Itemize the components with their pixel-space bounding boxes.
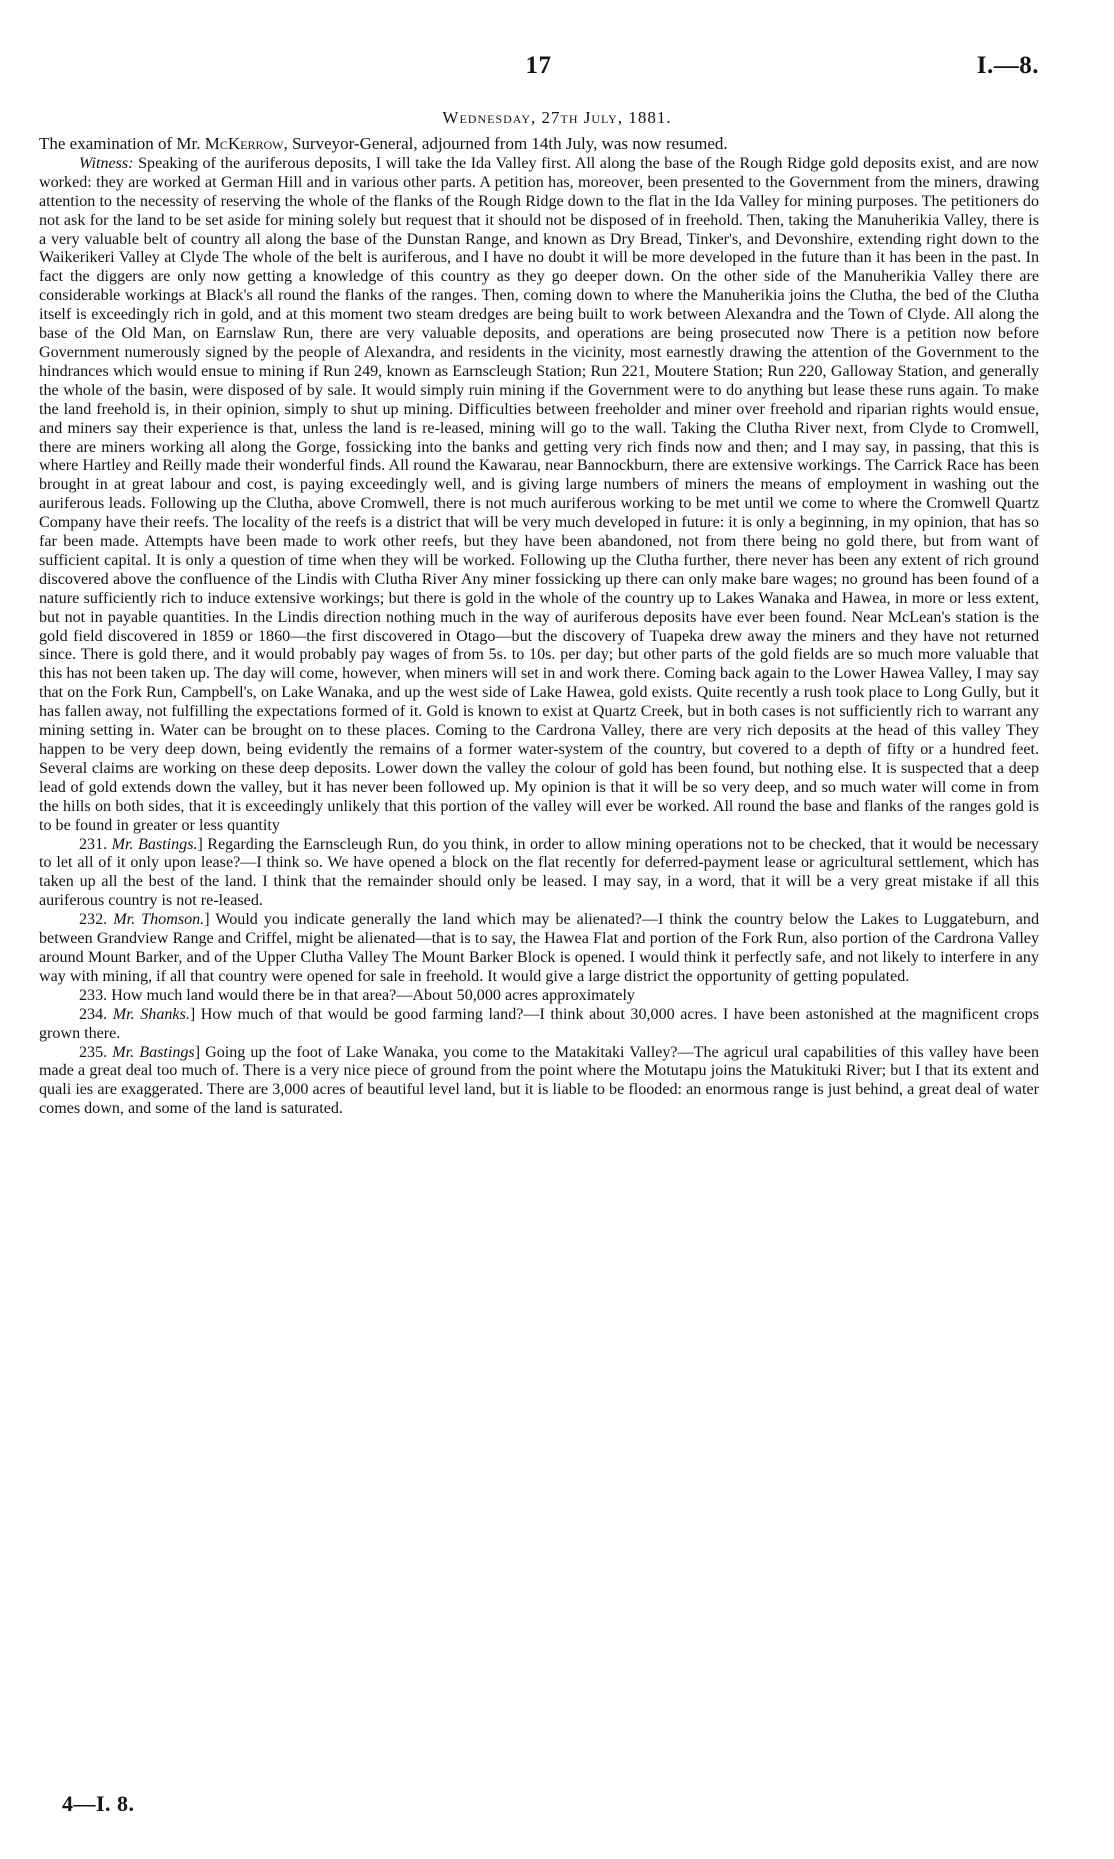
question-number: 231.: [79, 835, 108, 853]
question-231: [39, 836, 1039, 912]
question-text: ] Going up the foot of Lake Wanaka, you come to the Matakitaki Valley?—The agricul ural capabilities of this valley have been made a great deal too much of. There is a very nice piece of ground from the point where the Motutapu joins the Matukituki River; but I that its extent and quali ies are exaggerated. There are 3,000 acres of beautiful level land, but it is liable to be flooded: an enormous range is just behind, a great deal of water comes down, and some of the land is saturated.: [39, 1043, 1039, 1118]
question-233: [39, 987, 1039, 1006]
preamble-before: The examination of Mr.: [39, 134, 205, 153]
question-number: 235.: [79, 1043, 108, 1061]
paper-reference: I.—8.: [976, 52, 1039, 79]
witness-statement-text: Speaking of the auriferous deposits, I will take the Ida Valley first. All along the base of the Rough Ridge gold deposits exist, and are now worked: they are worked at German Hill and in various other parts. A petition has, moreover, been presented to the Government from the miners, drawing attention to the necessity of reserving the whole of the flanks of the Rough Ridge down to the flat in the Ida Valley for mining purposes. The petitioners do not ask for the land to be set aside for mining solely but request that it should not be disposed of in freehold. Then, taking the Manuherikia Valley, there is a very valuable belt of country all along the base of the Dunstan Range, and known as Dry Bread, Tinker's, and Devonshire, extending right down to the Waikerikeri Valley at Clyde The whole of the belt is auriferous, and I have no doubt it will be more developed in the future than it has been in the past. In fact the diggers are only now getting a knowledge of this country as they go deeper down. On the other side of the Manuherikia Valley there are considerable workings at Black's all round the flanks of the ranges. Then, coming down to where the Manuherikia joins the Clutha, the bed of the Clutha itself is exceedingly rich in gold, and at this moment two steam dredges are being built to work between Alexandra and the Town of Clyde. All along the base of the Old Man, on Earnslaw Run, there are very valuable deposits, and operations are being prosecuted now There is a petition now before Government numerously signed by the people of Alexandra, and residents in the vicinity, most earnestly drawing the attention of the Government to the hindrances which would ensue to mining if Run 249, known as Earnscleugh Station; Run 221, Moutere Station; Run 220, Galloway Station, and generally the whole of the basin, were disposed of by sale. It would simply ruin mining if the Government were to do anything but lease these runs again. To make the land freehold is, in their opinion, simply to shut up mining. Difficulties between freeholder and miner over freehold and riparian rights would ensue, and miners say their experience is that, unless the land is re-leased, mining will go to the wall. Taking the Clutha River next, from Clyde to Cromwell, there are miners working all along the Gorge, fossicking into the banks and getting very rich finds now and then; and I may say, in passing, that this is where Hartley and Reilly made their wonderful finds. All round the Kawarau, near Bannockburn, there are extensive workings. The Carrick Race has been brought in at great labour and cost, is paying exceedingly well, and is giving large numbers of miners the means of employment in washing out the auriferous leads. Following up the Clutha, above Cromwell, there is not much auriferous working to be met until we come to where the Cromwell Quartz Company have their reefs. The locality of the reefs is a district that will be very much developed in future: it is only a beginning, in my opinion, that has so far been made. Attempts have been made to work other reefs, but they have been abandoned, not from there being no gold there, but from want of sufficient capital. It is only a question of time when they will be worked. Following up the Clutha further, there never has been any extent of rich ground discovered above the confluence of the Lindis with Clutha River Any miner fossicking up there can only make bare wages; no ground has been found of a nature sufficiently rich to induce extensive workings; but there is gold in the whole of the country up to Lakes Wanaka and Hawea, in more or less extent, but not in payable quantities. In the Lindis direction nothing much in the way of auriferous deposits have ever been found. Near McLean's station is the gold field discovered in 1859 or 1860—the first discovered in Otago—but the discovery of Tuapeka drew away the miners and they have not returned since. There is gold there, and it would probably pay wages of from 5s. to 10s. per day; but other parts of the gold fields are so much more valuable that this has not been taken up. The day will come, however, when miners will set in and work there. Coming back again to the Lower Hawea Valley, I may say that on the Fork Run, Campbell's, on Lake Wanaka, and up the west side of Lake Hawea, gold exists. Quite recently a rush took place to Long Gully, but it has fallen away, not fulfilling the expectations formed of it. Gold is known to exist at Quartz Creek, but in both cases is not sufficiently rich to warrant any mining setting in. Water can be brought on to these places. Coming to the Cardrona Valley, there are very rich deposits at the head of this valley They happen to be very deep down, being evidently the remains of a former water-system of the country, but covered to a depth of fifty or a hundred feet. Several claims are working on these deep deposits. Lower down the valley the colour of gold has been found, but nothing else. It is suspected that a deep lead of gold extends down the valley, but it has never been followed up. My opinion is that it will be so very deep, and so much water will come in from the hills on both sides, that it is exceedingly unlikely that this portion of the valley will ever be worked. All round the base and flanks of the ranges gold is to be found in greater or less quantity: [39, 154, 1039, 834]
question-speaker: Mr. Bastings.: [111, 835, 198, 853]
witness-label: Witness:: [79, 154, 134, 172]
question-235: [39, 1044, 1039, 1120]
examination-preamble: [39, 135, 1039, 154]
question-number: 233.: [79, 986, 108, 1004]
question-234: [39, 1006, 1039, 1044]
printer-signature: 4—I. 8.: [62, 1791, 135, 1816]
question-232: [39, 911, 1039, 987]
witness-statement: [39, 155, 1039, 836]
page-number: 17: [525, 52, 552, 79]
preamble-after: , Surveyor-General, adjourned from 14th July, was now resumed.: [283, 134, 728, 153]
question-speaker: Mr. Shanks.: [112, 1005, 190, 1023]
question-speaker: Mr. Thomson.: [113, 911, 205, 929]
question-text: ] Would you indicate generally the land which may be alienated?—I think the country below the Lakes to Luggateburn, and between Grandview Range and Criffel, might be alienated—that is to say, the Hawea Flat and portion of the Fork Run, also portion of the Cardrona Valley around Mount Barker, and of the Upper Clutha Valley The Mount Barker Block is opened. I would think it perfectly safe, and not likely to interfere in any way with mining, if all that country were opened for sale in freehold. It would give a large district the opportunity of getting populated.: [39, 911, 1040, 985]
question-text: ] How much of that would be good farming land?—I think about 30,000 acres. I have been astonished at the magnificent crops grown there.: [39, 1005, 1039, 1042]
witness-name: McKerrow: [204, 134, 284, 153]
question-text: ] Regarding the Earnscleugh Run, do you think, in order to allow mining operations not to be checked, that it would be necessary to let all of it only upon lease?—I think so. We have opened a block on the flat recently for deferred-payment lease or agricultural settlement, which has taken up all the best of the land. I think that the remainder should only be leased. I may say, in a word, that it will be a very great mistake if all this auriferous country is not re-leased.: [39, 835, 1039, 910]
question-number: 232.: [79, 911, 108, 929]
date-heading: Wednesday, 27th July, 1881.: [442, 108, 672, 127]
question-text: How much land would there be in that area?—About 50,000 acres approximately: [111, 986, 635, 1004]
evidence-body: [39, 135, 1039, 1119]
page-header: [38, 52, 1039, 86]
question-speaker: Mr. Bastings: [112, 1043, 195, 1061]
question-number: 234.: [79, 1005, 108, 1023]
